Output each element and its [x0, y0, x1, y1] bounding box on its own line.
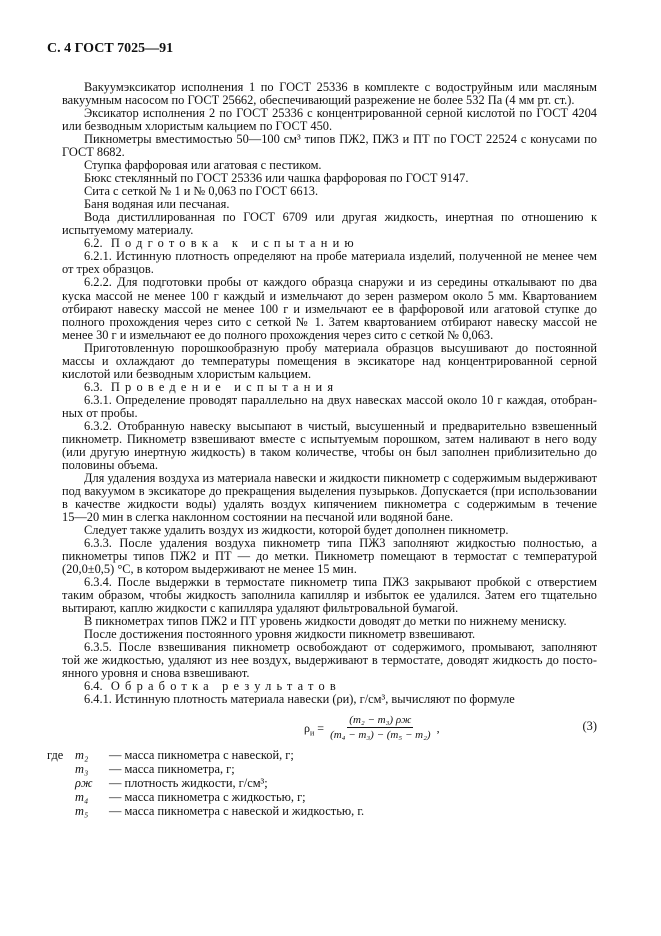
formula-lhs-symbol: ρ [304, 720, 310, 735]
legend-row [47, 762, 364, 776]
text-line: испытуемому материалу. [62, 223, 194, 238]
legend-prefix: где [47, 748, 64, 762]
text-line: 6.2.1. Истинную плотность определяют на пробе материала изделий, полученной не менее чем [84, 249, 597, 264]
paragraph [62, 641, 597, 680]
text-line: ГОСТ 8682. [62, 145, 125, 160]
formula-expression [304, 714, 440, 741]
paragraph [62, 394, 597, 420]
section-number: 6.3. [84, 379, 103, 394]
text-line: кислотой или безводным хлористым кальцием. [62, 366, 312, 381]
section-number: 6.4. [84, 679, 103, 694]
text-line: 6.3.2. Отобранную навеску высыпают в чистый, высушенный и предварительно взвешенный [84, 418, 597, 433]
text-line: Сита с сеткой № 1 и № 0,063 по ГОСТ 6613. [84, 184, 319, 199]
section-title: Подготовка к испытанию [110, 236, 359, 251]
legend-text: — масса пикнометра с навеской и жидкостью, г. [109, 804, 365, 818]
legend-prefix [47, 790, 75, 804]
text-line: ных от пробы. [62, 405, 138, 420]
legend-symbol: m₃ [75, 762, 89, 776]
legend-text: — масса пикнометра, г; [109, 762, 235, 776]
text-line: 6.3.1. Определение проводят параллельно на двух навесках массой около 10 г каждая, отобран- [84, 392, 597, 407]
text-line: Ступка фарфоровая или агатовая с пестиком. [84, 158, 322, 173]
legend-symbol: ρж [75, 776, 93, 790]
equation-number: (3) [582, 719, 597, 733]
legend-text: — масса пикнометра с навеской, г; [109, 748, 294, 762]
text-line: Для удаления воздуха из материала навески и жидкости пикнометр с содержимым выдерживают [84, 470, 597, 485]
paragraph [62, 211, 597, 237]
paragraph [62, 472, 597, 524]
paragraph [62, 250, 597, 276]
document-body [62, 81, 597, 707]
paragraph [62, 276, 597, 341]
text-line: той же жидкостью, удаляют из нее воздух, выдерживают в термостате, доводят жидкость до посто- [62, 653, 597, 668]
paragraph [62, 107, 597, 133]
legend-prefix [47, 804, 75, 818]
section-number: 6.2. [84, 236, 103, 251]
legend-prefix [47, 762, 75, 776]
text-line: (20,0±0,5) °С, в котором выдерживают не менее 15 мин. [62, 562, 357, 577]
formula-lhs: $\rho_и$ = [304, 720, 325, 737]
text-line: под вакуумом в эксикаторе до прекращения выделения пузырьков. Допускается (при использовании [62, 483, 597, 498]
paragraph [62, 133, 597, 159]
text-line: вытирают, каплю жидкости с капилляра удаляют фильтровальной бумагой. [62, 601, 459, 616]
text-line: 6.3.3. После удаления воздуха пикнометр типа ПЖ3 заполняют жидкостью полностью, а [84, 536, 597, 551]
legend-symbol: m₄ [75, 790, 89, 804]
page-header: С. 4 ГОСТ 7025—91 [47, 41, 174, 56]
text-line: Баня водяная или песчаная. [84, 197, 230, 212]
legend-row [47, 804, 364, 818]
text-line: массы и охлаждают до температуры помещения в эксикаторе над концентрированной серной [62, 353, 597, 368]
text-line: 6.3.5. После взвешивания пикнометр освобождают от содержимого, промывают, заполняют [84, 640, 597, 655]
text-line: янного уровня и снова взвешивают. [62, 666, 250, 681]
section-title: Проведение испытания [110, 379, 339, 394]
paragraph [62, 576, 597, 615]
text-line: Бюкс стеклянный по ГОСТ 25336 или чашка фарфоровая по ГОСТ 9147. [84, 171, 469, 186]
formula-denominator: (m₄ − m₃) − (m₅ − m₂) [330, 729, 431, 741]
formula-3 [62, 714, 597, 744]
paragraph [62, 420, 597, 472]
legend-symbol: m₅ [75, 804, 89, 818]
legend-row [47, 790, 364, 804]
formula-comma: , [436, 720, 440, 735]
formula-numerator: (m₂ − m₃) ρж [349, 714, 412, 726]
text-line: В пикнометрах типов ПЖ2 и ПТ уровень жидкости доводят до метки по нижнему мениску. [84, 614, 567, 629]
legend-row [47, 776, 364, 790]
text-line: Вакуумэксикатор исполнения 1 по ГОСТ 25336 в комплекте с водоструйным или масляным [84, 80, 597, 94]
text-line: таким образом, чтобы жидкость заполнила капилляр и избыток ее удалился. Затем его тщательно [62, 588, 597, 603]
paragraph [62, 342, 597, 381]
legend-row [47, 748, 364, 762]
text-line: 6.3.4. После выдержки в термостате пикнометр типа ПЖ3 закрывают пробкой с отверстием [84, 575, 597, 590]
text-line: Вода дистиллированная по ГОСТ 6709 или другая жидкость, инертная по отношению к [84, 210, 597, 225]
paragraph [62, 81, 597, 107]
text-line: в качестве жидкости воды) удалять воздух кипячением пикнометра с содержимым в течение [62, 497, 597, 511]
text-line: 15—20 мин в слегка наклонном состоянии на песчаной или водяной бане. [62, 510, 454, 525]
text-line: (или другую инертную жидкость) в таком количестве, чтобы он был заполнен приблизительно до [62, 444, 597, 459]
legend-prefix [47, 776, 75, 790]
section-heading [62, 381, 597, 394]
text-line: После достижения постоянного уровня жидкости пикнометр взвешивают. [84, 627, 476, 642]
text-line: или безводным хлористым кальцием по ГОСТ 450. [62, 119, 333, 134]
text-line: пикнометр. Пикнометр взвешивают вместе с испытуемым порошком, затем наливают в него воду [62, 431, 597, 446]
text-line: 6.4.1. Истинную плотность материала навески (ρи), г/см³, вычисляют по формуле [84, 692, 515, 707]
text-line: вакуумным насосом по ГОСТ 25662, обеспечивающий разрежение не более 532 Па (4 мм рт. ст.). [62, 93, 575, 108]
text-line: 6.2.2. Для подготовки пробы от каждого образца снаружи и из середины откалывают по два [84, 275, 597, 290]
formula-lhs-sub: и [310, 727, 315, 737]
paragraph [62, 537, 597, 576]
text-line: отбирают навеску массой не менее 100 г и измельчают ее в фарфоровой или агатовой ступке до [62, 301, 597, 316]
paragraph [62, 693, 597, 706]
legend-symbol: m₂ [75, 748, 89, 762]
legend-text: — масса пикнометра с жидкостью, г; [109, 790, 306, 804]
text-line: пикнометры типов ПЖ2 и ПТ — до метки. Пикнометр помещают в термостат с температурой [62, 549, 597, 564]
section-title: Обработка результатов [110, 679, 341, 694]
text-line: полного прохождения через сито с сеткой № 1. Затем квартованием отбирают навеску массой не [62, 314, 597, 329]
text-line: куска массой не менее 100 г каждый и измельчают до зерен размером около 5 мм. Квартованием [62, 288, 597, 303]
formula-legend [47, 748, 364, 818]
text-line: половины объема. [62, 457, 159, 472]
legend-text: — плотность жидкости, г/см³; [109, 776, 268, 790]
text-line: Следует также удалить воздух из жидкости, которой будет дополнен пикнометр. [84, 523, 509, 538]
text-line: менее 30 г и измельчают ее до полного прохождения через сито с сеткой № 0,063. [62, 327, 494, 342]
text-line: Приготовленную порошкообразную пробу материала образцов высушивают до постоянной [84, 340, 597, 355]
text-line [62, 381, 597, 394]
text-line: Пикнометры вместимостью 50—100 см³ типов ПЖ2, ПЖ3 и ПТ по ГОСТ 22524 с конусами по [84, 132, 597, 147]
text-line: от трех образцов. [62, 262, 154, 277]
formula-fraction [328, 714, 433, 741]
text-line: Эксикатор исполнения 2 по ГОСТ 25336 с концентрированной серной кислотой по ГОСТ 4204 [84, 106, 597, 121]
